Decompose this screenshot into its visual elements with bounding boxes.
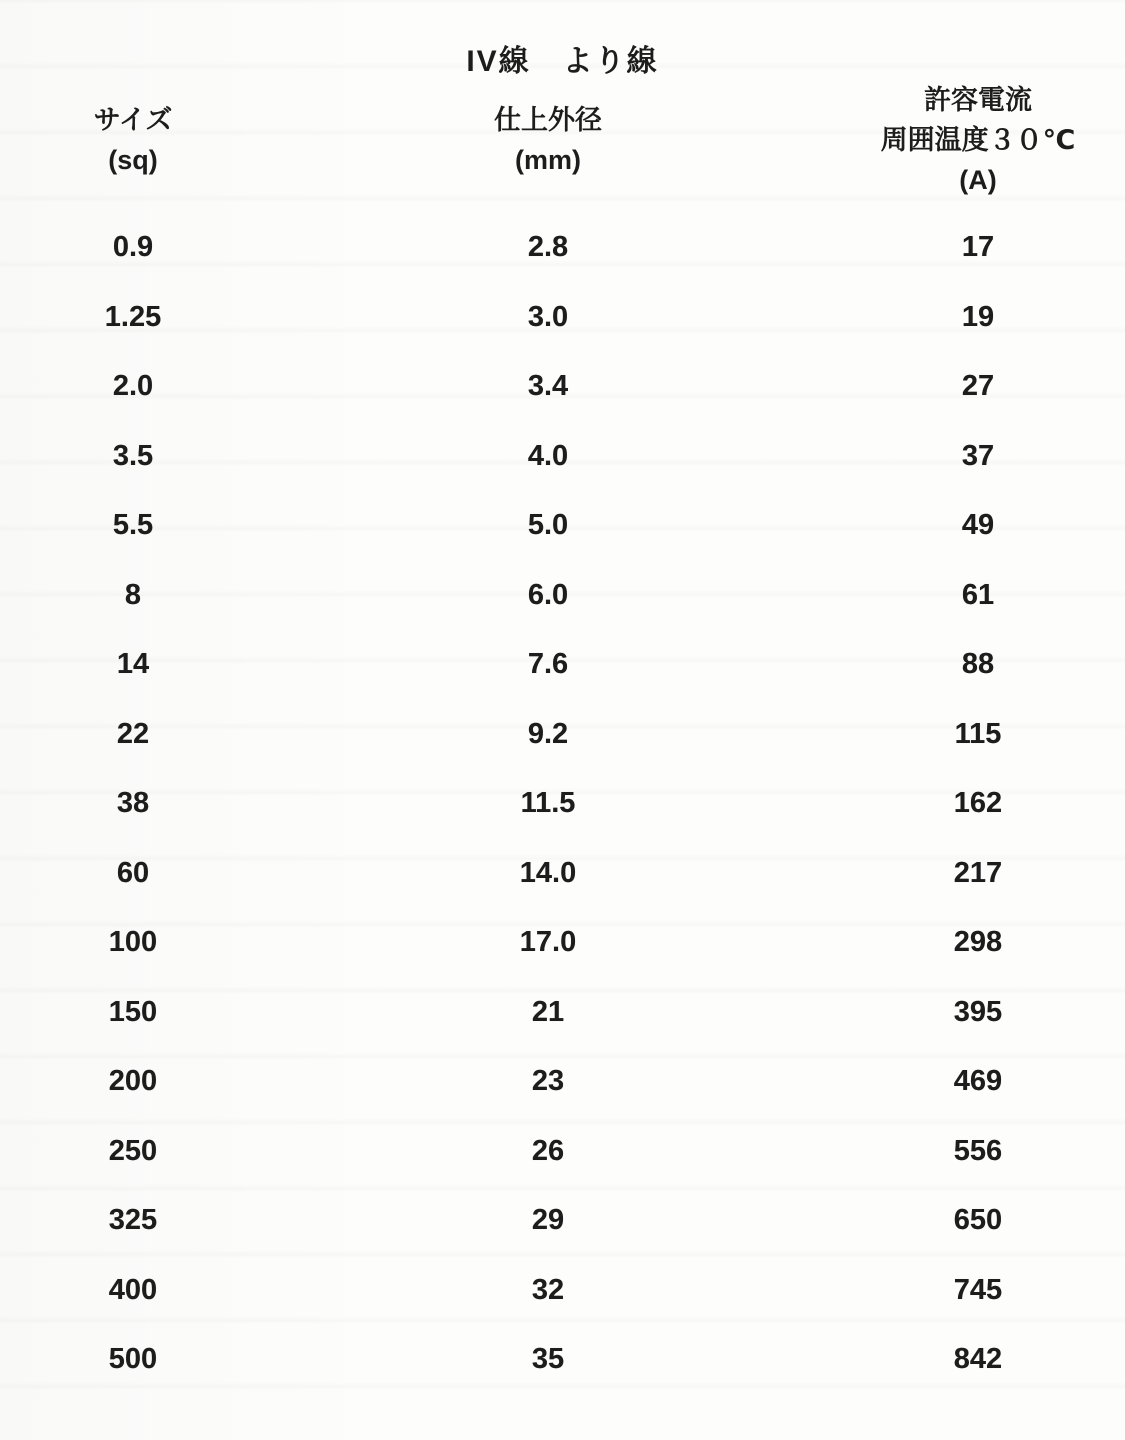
ampacity-a-cell: 115: [954, 717, 1002, 750]
outer-diameter-mm-cell: 32: [531, 1273, 565, 1306]
ampacity-a-cell: 395: [953, 995, 1003, 1028]
ampacity-a-cell: 19: [961, 300, 995, 333]
ampacity-a-cell: 217: [953, 856, 1003, 889]
ampacity-a-cell: 842: [953, 1343, 1003, 1376]
size-sq-cell: 38: [116, 787, 150, 820]
outer-diameter-mm-cell: 5.0: [527, 509, 569, 542]
column-header-outer-diameter-label: 仕上外径: [494, 105, 602, 135]
ampacity-a-cell: 88: [961, 648, 995, 681]
column-header-outer-diameter-unit: (mm): [515, 145, 581, 175]
size-sq-cell: 14: [116, 648, 150, 681]
outer-diameter-mm-cell: 35: [531, 1343, 565, 1376]
column-header-outer-diameter: [258, 100, 838, 180]
column-header-size-unit: (sq): [108, 145, 158, 175]
outer-diameter-mm-cell: 7.6: [527, 648, 569, 681]
size-sq-cell: 22: [116, 717, 150, 750]
size-sq-cell: 325: [108, 1204, 158, 1237]
table-row: [8, 213, 1118, 283]
size-sq-cell: 0.9: [112, 231, 154, 264]
outer-diameter-mm-cell: 3.0: [527, 300, 569, 333]
size-sq-cell: 8: [124, 578, 142, 611]
table-row: [8, 700, 1118, 770]
table-body: [8, 213, 1118, 1395]
size-sq-cell: 60: [116, 856, 150, 889]
table-header-row: [8, 76, 1118, 204]
table-row: [8, 978, 1118, 1048]
document-title: IV線 より線: [466, 45, 659, 78]
table-row: [8, 1325, 1118, 1395]
outer-diameter-mm-cell: 11.5: [520, 787, 576, 820]
table-row: [8, 561, 1118, 631]
column-header-ampacity-condition: 周囲温度３０℃: [880, 125, 1076, 155]
ampacity-a-cell: 469: [953, 1065, 1003, 1098]
size-sq-cell: 250: [108, 1134, 158, 1167]
table-row: [8, 283, 1118, 353]
outer-diameter-mm-cell: 9.2: [527, 717, 569, 750]
size-sq-cell: 200: [108, 1065, 158, 1098]
column-header-size: [8, 100, 258, 180]
outer-diameter-mm-cell: 4.0: [527, 439, 569, 472]
column-header-ampacity-unit: (A): [959, 165, 997, 195]
outer-diameter-mm-cell: 21: [531, 995, 565, 1028]
size-sq-cell: 5.5: [112, 509, 154, 542]
size-sq-cell: 400: [108, 1273, 158, 1306]
column-header-size-label: サイズ: [93, 105, 173, 135]
table-row: [8, 839, 1118, 909]
ampacity-a-cell: 27: [961, 370, 995, 403]
table-row: [8, 1186, 1118, 1256]
outer-diameter-mm-cell: 14.0: [519, 856, 577, 889]
ampacity-a-cell: 298: [953, 926, 1003, 959]
table-row: [8, 352, 1118, 422]
outer-diameter-mm-cell: 26: [531, 1134, 565, 1167]
size-sq-cell: 2.0: [112, 370, 154, 403]
ampacity-a-cell: 650: [953, 1204, 1003, 1237]
ampacity-a-cell: 37: [961, 439, 995, 472]
outer-diameter-mm-cell: 17.0: [519, 926, 577, 959]
outer-diameter-mm-cell: 29: [531, 1204, 565, 1237]
ampacity-a-cell: 61: [961, 578, 995, 611]
table-row: [8, 1117, 1118, 1187]
size-sq-cell: 500: [108, 1343, 158, 1376]
table-row: [8, 908, 1118, 978]
size-sq-cell: 3.5: [112, 439, 154, 472]
table-row: [8, 630, 1118, 700]
table-row: [8, 422, 1118, 492]
ampacity-a-cell: 162: [953, 787, 1003, 820]
table-row: [8, 769, 1118, 839]
column-header-ampacity-label: 許容電流: [924, 85, 1032, 115]
outer-diameter-mm-cell: 23: [531, 1065, 565, 1098]
size-sq-cell: 1.25: [104, 300, 162, 333]
size-sq-cell: 150: [108, 995, 158, 1028]
column-header-ampacity: [838, 80, 1118, 200]
table-row: [8, 1256, 1118, 1326]
outer-diameter-mm-cell: 3.4: [527, 370, 569, 403]
ampacity-a-cell: 556: [953, 1134, 1003, 1167]
table-row: [8, 491, 1118, 561]
ampacity-a-cell: 49: [961, 509, 995, 542]
ampacity-a-cell: 745: [953, 1273, 1003, 1306]
size-sq-cell: 100: [108, 926, 158, 959]
outer-diameter-mm-cell: 2.8: [527, 231, 569, 264]
outer-diameter-mm-cell: 6.0: [527, 578, 569, 611]
ampacity-a-cell: 17: [961, 231, 995, 264]
table-row: [8, 1047, 1118, 1117]
